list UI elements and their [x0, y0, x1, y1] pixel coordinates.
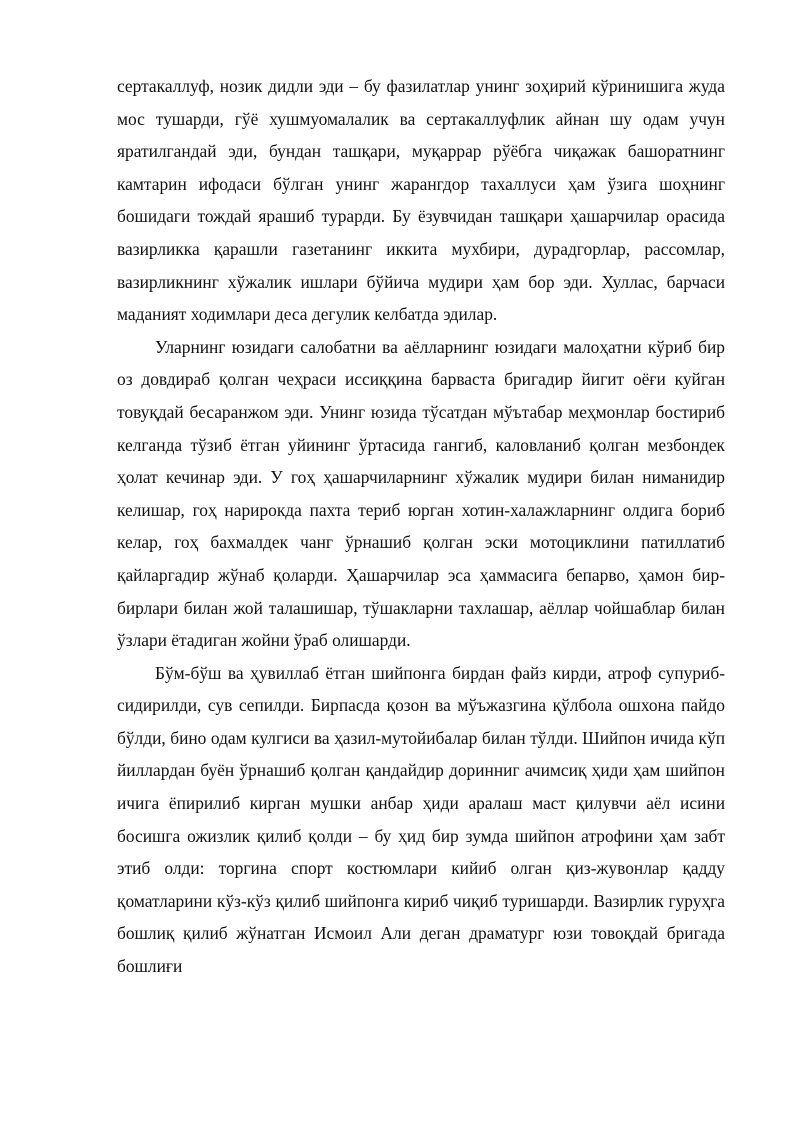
paragraph-2: Уларнинг юзидаги салобатни ва аёлларнинг юзидаги малоҳатни кўриб бир оз довдираб қолган чеҳраси иссиққина барваста бригадир йигит оёғи куйган товуқдай бесаранжом эди. Унинг юзида тўсатдан мўътабар меҳмонлар бостириб келганда тўзиб ётган уйининг ўртасида гангиб, каловланиб қолган мезбондек ҳолат кечинар эди. У гоҳ ҳашарчиларнинг хўжалик мудири билан ниманидир келишар, гоҳ нарирокда пахта териб юрган хотин-халажларнинг олдига бориб келар, гоҳ бахмалдек чанг ўрнашиб қолган эски мотоциклини патиллатиб қайларгадир жўнаб қоларди. Ҳашарчилар эса ҳаммасига бепарво, ҳамон бир-бирлари билан жой талашишар, тўшакларни тахлашар, аёллар чойшаблар билан ўзлари ётадиган жойни ўраб олишарди.	[117, 336, 725, 651]
document-page	[117, 70, 725, 983]
paragraph-1: сертакаллуф, нозик дидли эди – бу фазилатлар унинг зоҳирий кўринишига жуда мос тушарди, гўё хушмуомалалик ва сертакаллуфлик айнан шу одам учун яратилгандай эди, бундан ташқари, муқаррар рўёбга чиқажак башоратнинг камтарин ифодаси бўлган унинг жарангдор тахаллуси ҳам ўзига шоҳнинг бошидаги тождай ярашиб турарди. Бу ёзувчидан ташқари ҳашарчилар орасида вазирликка қарашли газетанинг иккита мухбири, дурадгорлар, рассомлар, вазирликнинг хўжалик ишлари бўйича мудири ҳам бор эди. Хуллас, барчаси маданият ходимлари деса дегулик келбатда эдилар.	[117, 76, 725, 325]
paragraph-3: Бўм-бўш ва ҳувиллаб ётган шийпонга бирдан файз кирди, атроф супуриб-сидирилди, сув сепилди. Бирпасда қозон ва мўъжазгина қўлбола ошхона пайдо бўлди, бино одам кулгиси ва ҳазил-мутойибалар билан тўлди. Шийпон ичида кўп йиллардан буён ўрнашиб қолган қандайдир доринниг ачимсиқ ҳиди ҳам шийпон ичига ёпирилиб кирган мушки анбар ҳиди аралаш маст қилувчи аёл исини босишга ожизлик қилиб қолди – бу ҳид бир зумда шийпон атрофини ҳам забт этиб олди: торгина спорт костюмлари кийиб олган қиз-жувонлар қадду қоматларини кўз-кўз қилиб шийпонга кириб чиқиб туришарди. Вазирлик гуруҳга бошлиқ қилиб жўнатган Исмоил Али деган драматург юзи товоқдай бригада бошлиғи	[117, 662, 725, 977]
